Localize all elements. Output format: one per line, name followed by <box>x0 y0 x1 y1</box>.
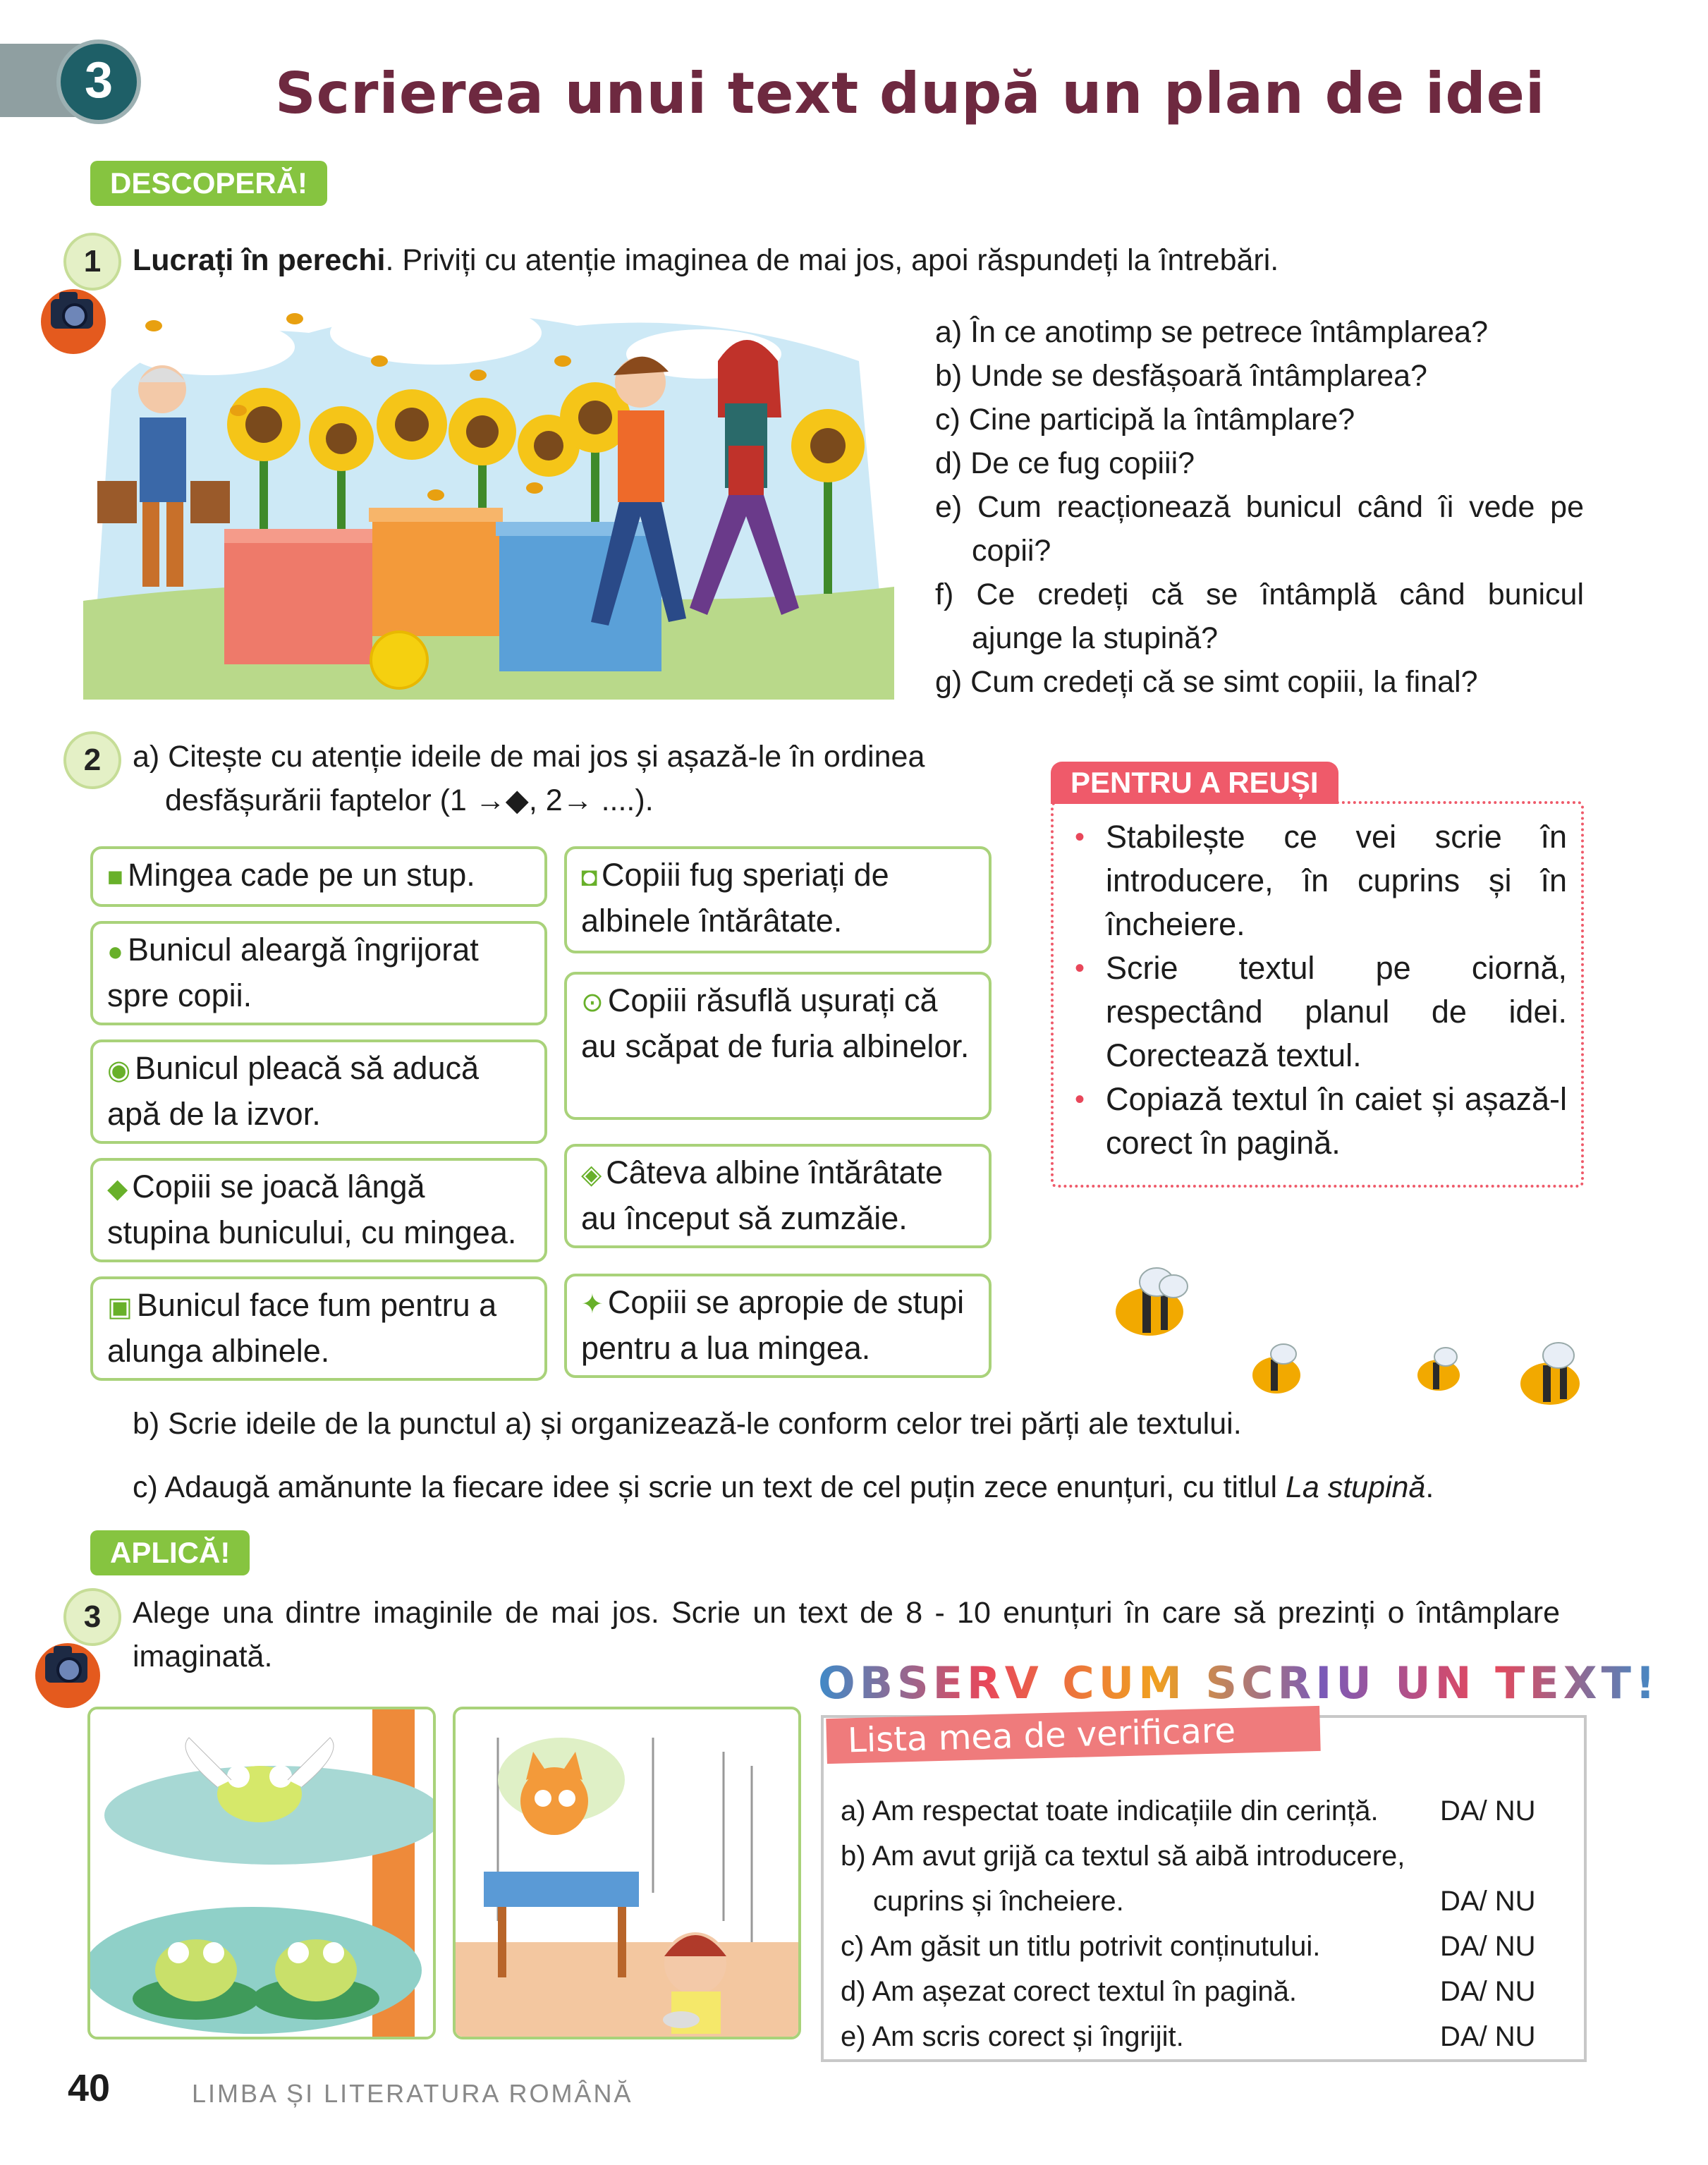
idea-text: Mingea cade pe un stup. <box>127 857 475 893</box>
question-a: a) În ce anotimp se petrece întâmplarea? <box>935 315 1488 349</box>
checklist-answer[interactable]: DA/ NU <box>1440 1886 1536 1917</box>
idea-card[interactable] <box>90 1039 547 1144</box>
exercise-1-instruction <box>133 238 1614 282</box>
checklist-question: b) Am avut grijă ca textul să aibă introducere, cuprins și încheiere. <box>841 1841 1405 1917</box>
tips-box <box>1051 801 1584 1188</box>
star-icon: ✦ <box>581 1290 604 1319</box>
exercise-2-part-c <box>133 1465 1649 1509</box>
page-number: 40 <box>68 2067 111 2109</box>
question-g: g) Cum credeți că se simt copiii, la final? <box>935 665 1478 699</box>
cat-illustration <box>456 1709 798 2037</box>
idea-text: Copiii se joacă lângă stupina bunicului, cu mingea. <box>107 1169 517 1250</box>
tip-text: Copiază textul în caiet și așază-l corect în pagină. <box>1106 1081 1567 1161</box>
exercise-1-lead: Lucrați în perechi <box>133 243 386 277</box>
page-title: Scrierea unui text după un plan de idei <box>275 61 1546 126</box>
frogs-picture[interactable] <box>87 1707 436 2039</box>
footer-subject: LIMBA ȘI LITERATURA ROMÂNĂ <box>192 2079 633 2108</box>
exercise-2-part-b: b) Scrie ideile de la punctul a) și organizează-le conform celor trei părți ale textului. <box>133 1407 1242 1441</box>
part-c-text: c) Adaugă amănunte la fiecare idee și scrie un text de cel puțin zece enunțuri, cu titlul <box>133 1470 1286 1504</box>
checklist-question: e) Am scris corect și îngrijit. <box>841 2021 1184 2052</box>
idea-text: Bunicul pleacă să aducă apă de la izvor. <box>107 1050 480 1132</box>
checklist-rows <box>841 1788 1574 2059</box>
idea-text: Copiii fug speriați de albinele întărâtate. <box>581 857 889 939</box>
circled-dot-icon: ⊙ <box>581 988 604 1018</box>
idea-text: Copiii se apropie de stupi pentru a lua mingea. <box>581 1284 965 1366</box>
idea-card[interactable] <box>90 846 547 907</box>
checklist-banner <box>818 1657 1659 1709</box>
checklist-answer[interactable]: DA/ NU <box>1440 2021 1536 2052</box>
checklist-question: c) Am găsit un titlu potrivit conținutului. <box>841 1931 1321 1962</box>
question-b: b) Unde se desfășoară întâmplarea? <box>935 359 1427 393</box>
idea-card[interactable] <box>564 1144 992 1248</box>
question-c: c) Cine participă la întâmplare? <box>935 403 1355 437</box>
bee-icon <box>1417 1348 1460 1391</box>
ring-icon: ◉ <box>107 1056 131 1085</box>
checklist-row <box>841 2014 1574 2059</box>
checklist-question: d) Am așezat corect textul în pagină. <box>841 1976 1298 2007</box>
idea-card[interactable] <box>564 1274 992 1378</box>
tip-item <box>1075 946 1567 1078</box>
exercise-1-questions <box>935 310 1584 704</box>
question-d: d) De ce fug copiii? <box>935 446 1195 480</box>
lesson-number: 3 <box>61 44 137 120</box>
idea-text: Copiii răsuflă ușurați că au scăpat de furia albinelor. <box>581 982 970 1064</box>
checklist-answer[interactable]: DA/ NU <box>1440 1976 1536 2007</box>
idea-text: Câteva albine întărâtate au început să zumzăie. <box>581 1154 944 1236</box>
tip-item <box>1075 815 1567 946</box>
checklist-row <box>841 1834 1574 1924</box>
idea-card[interactable] <box>90 1276 547 1381</box>
exercise-1-lead-rest: . Priviți cu atenție imaginea de mai jos, apoi răspundeți la întrebări. <box>385 243 1279 277</box>
idea-card[interactable] <box>564 972 992 1120</box>
exercise-2-instruction: a) Citește cu atenție ideile de mai jos și așază-le în ordinea desfășurării faptelor (1 →◆, 2→ ....). <box>133 740 925 817</box>
idea-card[interactable] <box>90 1158 547 1262</box>
question-f: f) Ce credeți că se întâmplă când bunicul ajunge la stupină? <box>935 578 1584 655</box>
tip-text: Scrie textul pe ciornă, respectând planul de idei. Corectează textul. <box>1106 950 1567 1073</box>
hollow-square-icon: ◘ <box>581 862 597 892</box>
diamond-icon: ◆ <box>107 1174 128 1204</box>
exercise-3-number: 3 <box>63 1588 121 1646</box>
discover-tag: DESCOPERĂ! <box>90 161 327 206</box>
exercise-2-number: 2 <box>63 731 121 789</box>
exercise-3-instruction: Alege una dintre imaginile de mai jos. Scrie un text de 8 - 10 enunțuri în care să prezinți o întâmplare imaginată. <box>133 1596 1560 1673</box>
question-e: e) Cum reacționează bunicul când îi vede pe copii? <box>935 490 1584 568</box>
bee-icon <box>1116 1268 1188 1336</box>
checklist-heading: Lista mea de verificare <box>826 1706 1320 1764</box>
bullet-icon: • <box>1075 822 1085 853</box>
exercise-1-number: 1 <box>63 233 121 291</box>
tip-text: Stabilește ce vei scrie în introducere, în cuprins și în încheiere. <box>1106 819 1567 942</box>
frogs-illustration <box>90 1709 433 2037</box>
apply-tag: APLICĂ! <box>90 1530 250 1575</box>
beehive-illustration <box>83 305 894 700</box>
part-c-title: La stupină <box>1285 1470 1426 1504</box>
dot-icon: ● <box>107 937 123 967</box>
tip-item <box>1075 1078 1567 1165</box>
bee-icon <box>1520 1343 1580 1405</box>
idea-card[interactable] <box>564 846 992 953</box>
idea-text: Bunicul face fum pentru a alunga albinele. <box>107 1287 497 1369</box>
bullet-icon: • <box>1075 953 1085 984</box>
checklist-answer[interactable]: DA/ NU <box>1440 1795 1536 1826</box>
checklist-row <box>841 1924 1574 1969</box>
hollow-diamond-icon: ◈ <box>581 1160 602 1190</box>
idea-text: Bunicul aleargă îngrijorat spre copii. <box>107 932 479 1013</box>
bee-icon <box>1252 1344 1300 1393</box>
checklist-row <box>841 1788 1574 1834</box>
square-icon: ■ <box>107 862 123 892</box>
cat-picture[interactable] <box>453 1707 801 2039</box>
bullet-icon: • <box>1075 1084 1085 1115</box>
checklist-question: a) Am respectat toate indicațiile din cerință. <box>841 1795 1379 1826</box>
checklist-answer[interactable]: DA/ NU <box>1440 1931 1536 1962</box>
checklist-row <box>841 1969 1574 2014</box>
idea-card[interactable] <box>90 921 547 1025</box>
part-c-end: . <box>1425 1470 1434 1504</box>
camera-icon <box>35 1643 100 1708</box>
tips-heading: PENTRU A REUȘI <box>1051 762 1338 804</box>
banner-text: OBSERV CUM SCRIU UN TEXT! <box>818 1657 1660 1709</box>
boxed-square-icon: ▣ <box>107 1293 133 1322</box>
